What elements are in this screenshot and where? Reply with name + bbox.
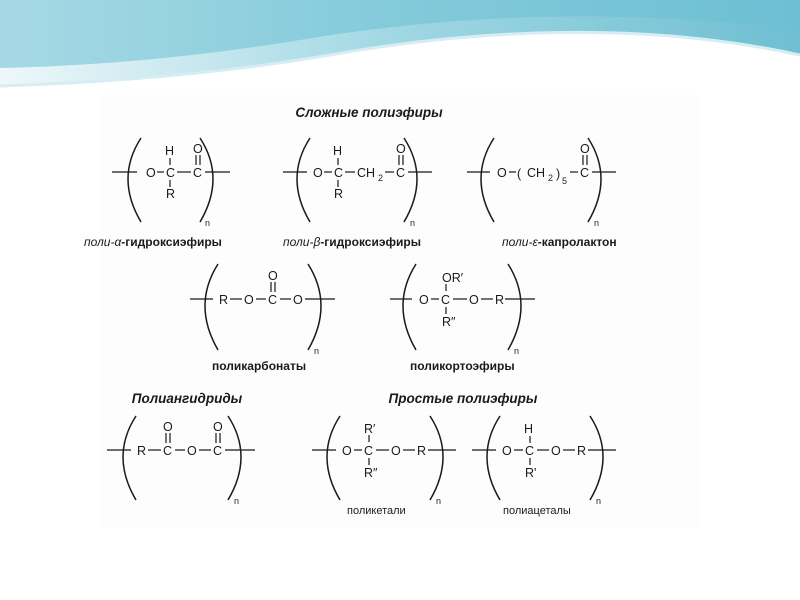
svg-text:O: O — [268, 269, 278, 283]
svg-text:H: H — [524, 422, 534, 436]
svg-text:O: O — [419, 293, 429, 307]
structure-polycarbonate — [190, 264, 335, 356]
svg-text:R: R — [577, 444, 587, 458]
svg-text:): ) — [556, 167, 561, 181]
svg-text:O: O — [244, 293, 254, 307]
svg-text:n: n — [436, 496, 442, 506]
svg-text:O: O — [213, 420, 223, 434]
svg-text:R′: R′ — [364, 422, 376, 436]
caption-poly-beta-hydroxyesters: поли-β-гидроксиэфиры — [283, 235, 421, 249]
structure-polyanhydride — [107, 416, 255, 506]
svg-text:n: n — [314, 346, 320, 356]
structure-polyacetal — [472, 416, 616, 506]
svg-text:n: n — [514, 346, 520, 356]
svg-text:C: C — [364, 444, 374, 458]
svg-text:H: H — [333, 144, 343, 158]
caption-polyorthoesters: поликортоэфиры — [410, 359, 515, 373]
svg-text:R: R — [334, 187, 344, 201]
structure-poly-alpha-hydroxyester — [112, 138, 230, 228]
svg-text:O: O — [163, 420, 173, 434]
heading-complex-polyesters: Сложные полиэфиры — [295, 105, 443, 120]
svg-text:O: O — [469, 293, 479, 307]
svg-text:OR′: OR′ — [442, 271, 464, 285]
svg-text:O: O — [497, 166, 507, 180]
svg-text:C: C — [580, 166, 590, 180]
svg-text:CH: CH — [527, 166, 546, 180]
svg-text:CH: CH — [357, 166, 376, 180]
svg-text:O: O — [502, 444, 512, 458]
structure-poly-epsilon-caprolactone — [467, 138, 616, 228]
heading-simple-polyethers: Простые полиэфиры — [388, 391, 538, 406]
svg-text:H: H — [165, 144, 175, 158]
svg-text:C: C — [396, 166, 406, 180]
svg-text:C: C — [268, 293, 278, 307]
structure-polyorthoester — [390, 264, 535, 356]
svg-text:C: C — [166, 166, 176, 180]
caption-polyacetals: полиацеталы — [503, 505, 571, 517]
svg-text:n: n — [410, 218, 416, 228]
svg-text:n: n — [234, 496, 240, 506]
svg-text:O: O — [551, 444, 561, 458]
structure-poly-beta-hydroxyester — [283, 138, 432, 228]
svg-text:R: R — [166, 187, 176, 201]
svg-text:R″: R″ — [364, 466, 378, 480]
svg-text:C: C — [334, 166, 344, 180]
structure-polyketal — [312, 416, 456, 506]
caption-polycarbonates: поликарбонаты — [212, 359, 307, 373]
svg-text:2: 2 — [548, 173, 554, 183]
svg-text:O: O — [391, 444, 401, 458]
svg-text:R″: R″ — [442, 315, 456, 329]
caption-poly-epsilon-caprolactone: поли-ε-капролактон — [502, 235, 617, 249]
caption-polyketals: поликетали — [347, 505, 406, 517]
svg-text:R': R' — [525, 466, 537, 480]
svg-text:O: O — [146, 166, 156, 180]
svg-text:R: R — [495, 293, 505, 307]
svg-text:O: O — [580, 142, 590, 156]
svg-text:O: O — [342, 444, 352, 458]
svg-text:C: C — [213, 444, 223, 458]
svg-text:O: O — [187, 444, 197, 458]
svg-text:2: 2 — [378, 173, 384, 183]
svg-text:n: n — [596, 496, 602, 506]
svg-text:C: C — [441, 293, 451, 307]
svg-text:C: C — [193, 166, 203, 180]
svg-text:5: 5 — [562, 176, 568, 186]
svg-text:O: O — [193, 142, 203, 156]
svg-text:O: O — [396, 142, 406, 156]
svg-text:n: n — [594, 218, 600, 228]
caption-poly-alpha-hydroxyesters: поли-α-гидроксиэфиры — [84, 235, 222, 249]
svg-text:O: O — [313, 166, 323, 180]
svg-text:n: n — [205, 218, 211, 228]
svg-text:R: R — [417, 444, 427, 458]
svg-text:C: C — [525, 444, 535, 458]
svg-text:(: ( — [517, 167, 522, 181]
svg-text:O: O — [293, 293, 303, 307]
heading-polyanhydrides: Полиангидриды — [131, 391, 243, 406]
svg-text:R: R — [137, 444, 147, 458]
svg-text:C: C — [163, 444, 173, 458]
svg-text:R: R — [219, 293, 229, 307]
